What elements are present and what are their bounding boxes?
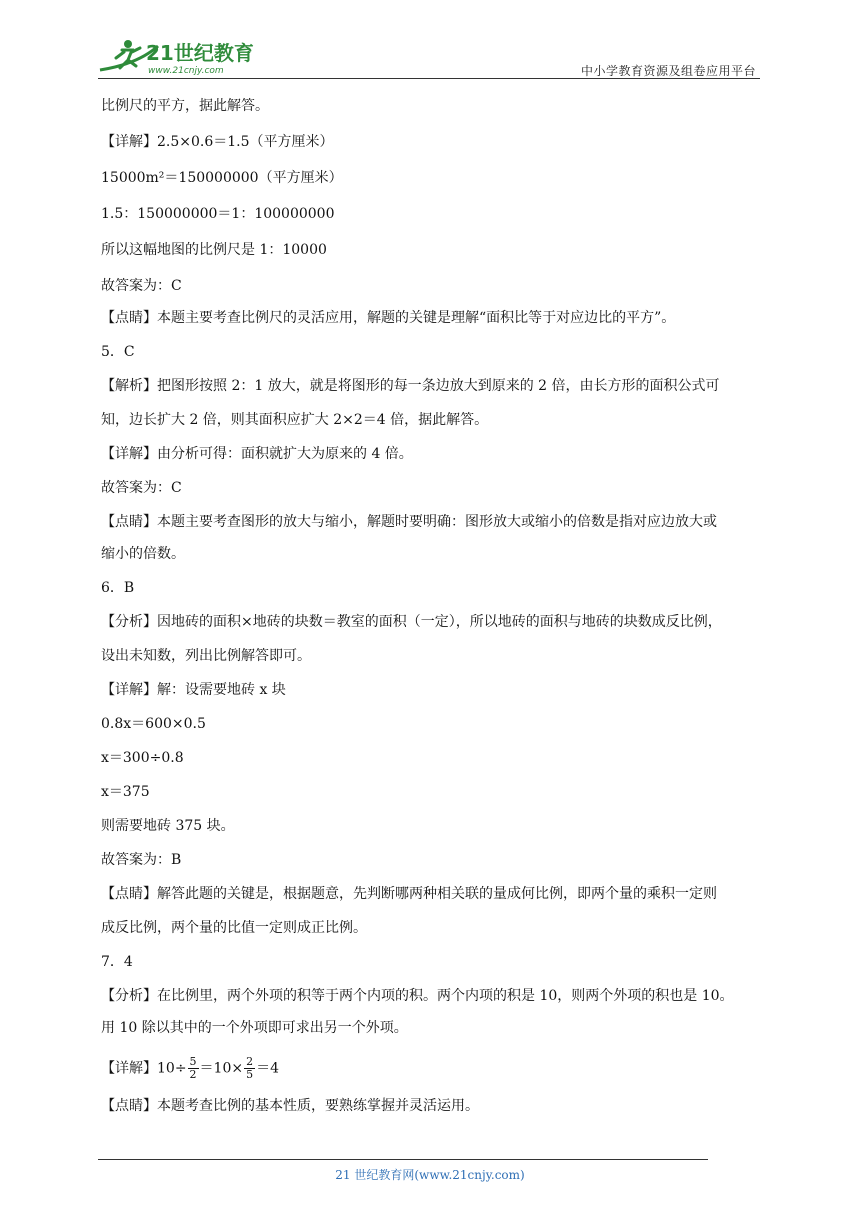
fraction-denominator: 2: [189, 1068, 197, 1081]
formula-prefix: 【详解】10÷: [101, 1060, 187, 1077]
text-line: 【点睛】本题主要考查图形的放大与缩小，解题时要明确：图形放大或缩小的倍数是指对应边放大或: [101, 514, 717, 530]
text-line: 比例尺的平方，据此解答。: [101, 98, 269, 114]
text-line: 【详解】解：设需要地砖 x 块: [101, 682, 286, 698]
fraction-numerator: 5: [189, 1055, 197, 1068]
footer-link[interactable]: 21 世纪教育网(www.21cnjy.com): [335, 1168, 525, 1182]
text-line: 【分析】因地砖的面积×地砖的块数＝教室的面积（一定），所以地砖的面积与地砖的块数成反比例，: [101, 614, 722, 630]
text-line: 所以这幅地图的比例尺是 1：10000: [101, 242, 327, 258]
logo-url: www.21cnjy.com: [148, 66, 224, 76]
fraction: [188, 1056, 199, 1081]
text-line: 【解析】把图形按照 2：1 放大，就是将图形的每一条边放大到原来的 2 倍，由长方形的面积公式可: [101, 378, 720, 394]
text-line: 故答案为：C: [101, 278, 182, 294]
text-line: 故答案为：C: [101, 480, 182, 496]
question-number: 5．C: [101, 344, 135, 360]
logo-icon: [98, 36, 258, 76]
text-line: 【分析】在比例里，两个外项的积等于两个内项的积。两个内项的积是 10，则两个外项的积也是 10。: [101, 988, 734, 1004]
text-line: x＝300÷0.8: [101, 750, 184, 766]
text-line: x＝375: [101, 784, 150, 800]
text-line: 知，边长扩大 2 倍，则其面积应扩大 2×2＝4 倍，据此解答。: [101, 412, 489, 428]
formula-line: [101, 1056, 279, 1081]
text-line: 故答案为：B: [101, 852, 182, 868]
formula-mid: ＝10×: [199, 1060, 244, 1077]
text-line: 用 10 除以其中的一个外项即可求出另一个外项。: [101, 1020, 408, 1036]
text-line: 【详解】2.5×0.6＝1.5（平方厘米）: [101, 134, 334, 150]
text-line: 则需要地砖 375 块。: [101, 818, 235, 834]
text-line: 【点睛】本题考查比例的基本性质，要熟练掌握并灵活运用。: [101, 1098, 479, 1114]
text-line: 0.8x＝600×0.5: [101, 716, 206, 732]
text-line: 缩小的倍数。: [101, 546, 185, 562]
header-divider: [98, 78, 760, 79]
text-line: 1.5：150000000＝1：100000000: [101, 206, 335, 222]
text-line: 设出未知数，列出比例解答即可。: [101, 648, 311, 664]
question-number: 7．4: [101, 954, 133, 970]
text-line: 【点睛】解答此题的关键是，根据题意，先判断哪两种相关联的量成何比例，即两个量的乘积一定则: [101, 886, 717, 902]
text-line: 成反比例，两个量的比值一定则成正比例。: [101, 920, 367, 936]
formula-suffix: ＝4: [256, 1060, 280, 1077]
footer-divider: [98, 1159, 708, 1160]
fraction: [244, 1056, 255, 1081]
question-number: 6．B: [101, 580, 135, 596]
text-line: 【详解】由分析可得：面积就扩大为原来的 4 倍。: [101, 446, 413, 462]
fraction-numerator: 2: [246, 1055, 254, 1068]
text-line: 【点睛】本题主要考查比例尺的灵活应用，解题的关键是理解“面积比等于对应边比的平方”。: [101, 310, 676, 326]
fraction-denominator: 5: [246, 1068, 254, 1081]
text-line: 15000m²＝150000000（平方厘米）: [101, 170, 343, 186]
platform-name: 中小学教育资源及组卷应用平台: [580, 64, 756, 78]
page-header: [98, 36, 760, 78]
logo-text: 21世纪教育: [146, 41, 254, 65]
